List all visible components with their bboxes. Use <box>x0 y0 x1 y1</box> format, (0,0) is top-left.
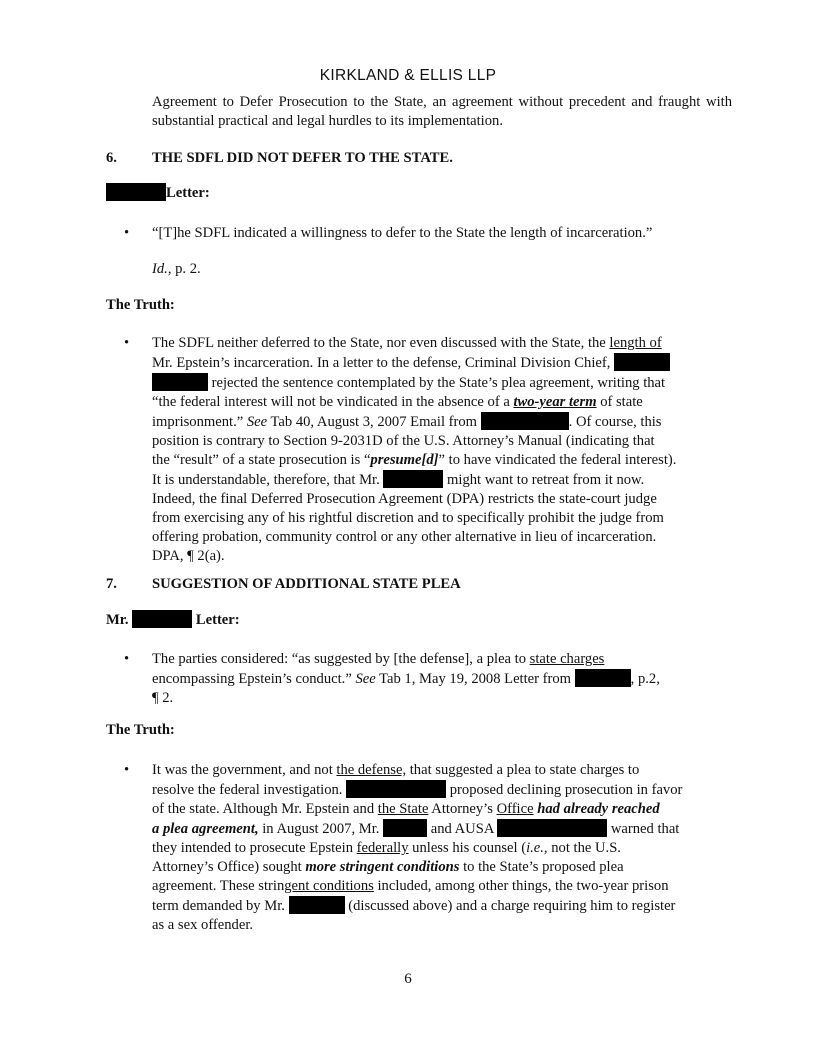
redaction-box <box>614 353 670 371</box>
letterhead: KIRKLAND & ELLIS LLP <box>319 67 497 84</box>
bullet-icon: • <box>124 335 130 351</box>
section-7-truth-bullet <box>120 761 732 935</box>
redaction-box <box>575 669 631 687</box>
section-7-quote-bullet <box>120 650 732 708</box>
section-number: 6. <box>106 150 117 166</box>
truth-label-7: The Truth: <box>106 722 175 738</box>
citation: Id., p. 2. <box>152 261 201 277</box>
bullet-icon: • <box>124 651 130 667</box>
truth-label-6: The Truth: <box>106 297 175 313</box>
redaction-box <box>106 183 166 201</box>
quote-paragraph: The parties considered: “as suggested by [the defense], a plea to state charges encompassing Epstein’s conduct.” See Tab 1, May 19, 2008 Letter from , p.2, ¶ 2. <box>152 651 660 706</box>
page-number: 6 <box>404 971 412 987</box>
truth-paragraph: It was the government, and not the defense, that suggested a plea to state charges to resolve the federal investigation. proposed declining prosecution in favor of the state. Although Mr. Epstein and the State Attorney’s Office had already reached a plea agreement, in August 2007, Mr. and AUSA warned that they intended to prosecute Epstein federally unless his counsel (i.e., not the U.S. Attorney’s Office) sought more stringent conditions to the State’s proposed plea agreement. These stringent conditions included, among other things, the two-year prison term demanded by Mr. (discussed above) and a charge requiring him to register as a sex offender. <box>152 762 683 933</box>
letter-label-6: Letter: <box>106 183 210 202</box>
section-6-quote-bullet <box>120 224 732 243</box>
section-number: 7. <box>106 576 117 592</box>
redaction-box <box>497 819 607 837</box>
redaction-box <box>481 412 569 430</box>
redaction-box <box>152 373 208 391</box>
redaction-box <box>289 896 345 914</box>
quote-text: “[T]he SDFL indicated a willingness to defer to the State the length of incarceration.” <box>152 225 653 241</box>
section-6-heading <box>106 150 453 167</box>
truth-paragraph: The SDFL neither deferred to the State, nor even discussed with the State, the length of Mr. Epstein’s incarceration. In a letter to the defense, Criminal Division Chief, rejected the sentence contemplated by the State’s plea agreement, writing that “the federal interest will not be vindicated in the absence of a two-year term of state imprisonment.” See Tab 40, August 3, 2007 Email from . Of course, this position is contrary to Section 9-2031D of the U.S. Attorney’s Manual (indicating that the “result” of a state prosecution is “presume[d]” to have vindicated the federal interest). It is understandable, therefore, that Mr. might want to retreat from it now. Indeed, the final Deferred Prosecution Agreement (DPA) restricts the state-court judge from exercising any of his rightful discretion and to specifically prohibit the judge from offering probation, community control or any other alternative in lieu of incarceration. DPA, ¶ 2(a). <box>152 335 677 564</box>
bullet-icon: • <box>124 762 130 778</box>
section-title: THE SDFL DID NOT DEFER TO THE STATE. <box>152 150 453 166</box>
section-title: SUGGESTION OF ADDITIONAL STATE PLEA <box>152 576 461 592</box>
bullet-icon: • <box>124 225 130 241</box>
redaction-box <box>132 610 192 628</box>
redaction-box <box>383 470 443 488</box>
section-6-truth-bullet <box>120 334 732 566</box>
intro-paragraph: Agreement to Defer Prosecution to the State, an agreement without precedent and fraught with substantial practical and legal hurdles to its implementation. <box>152 94 732 129</box>
redaction-box <box>346 780 446 798</box>
section-7-heading <box>106 576 461 593</box>
redaction-box <box>383 819 427 837</box>
letter-label-7: Mr. Letter: <box>106 612 240 628</box>
